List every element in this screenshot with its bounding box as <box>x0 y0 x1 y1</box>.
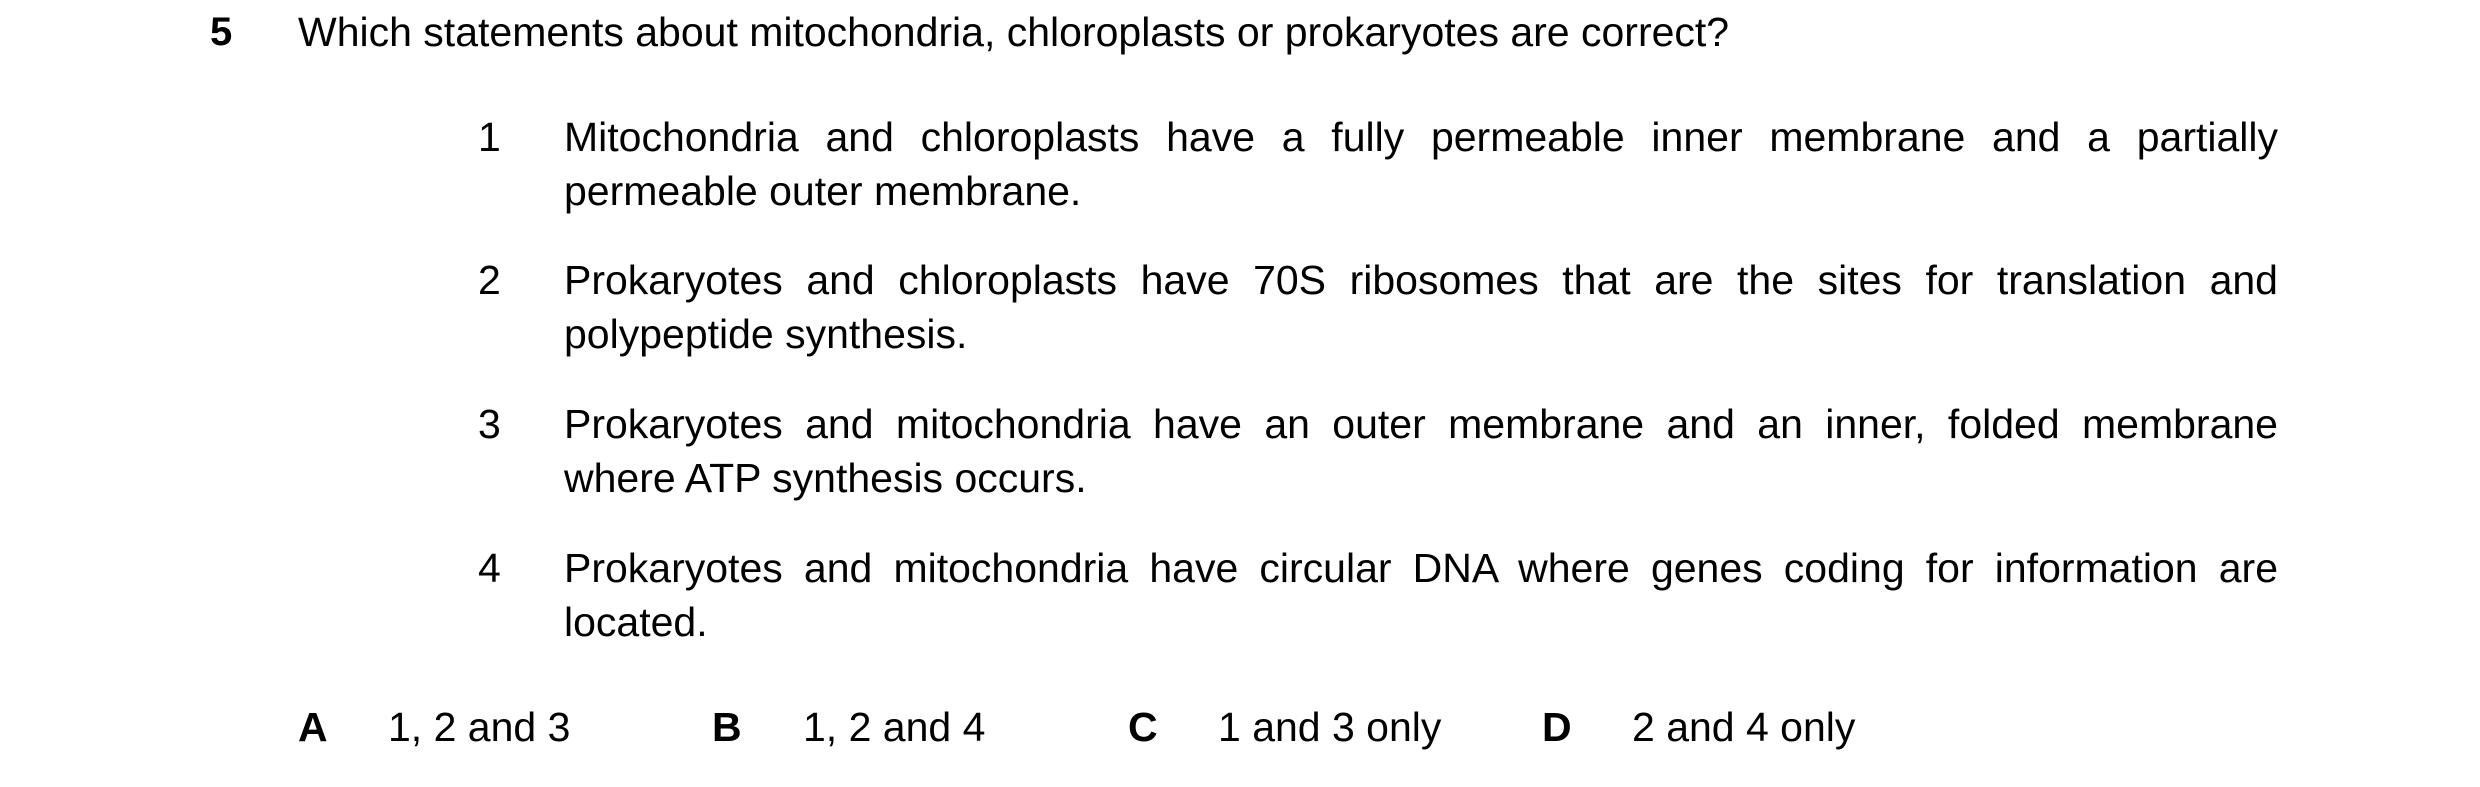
option-c-letter[interactable]: C <box>1128 704 1158 750</box>
option-a-letter[interactable]: A <box>298 704 328 750</box>
statement-number: 4 <box>478 545 501 591</box>
statement-text: Mitochondria and chloroplasts have a fully permeable inner membrane and a partially permeable outer membrane. <box>564 114 2278 214</box>
option-a-text[interactable]: 1, 2 and 3 <box>388 704 571 750</box>
option-d-text[interactable]: 2 and 4 only <box>1632 704 1856 750</box>
question-number: 5 <box>210 10 233 54</box>
statement-number: 3 <box>478 401 501 447</box>
statement-text: Prokaryotes and chloroplasts have 70S ribosomes that are the sites for translation and polypeptide synthesis. <box>564 257 2278 357</box>
statement-text: Prokaryotes and mitochondria have circular DNA where genes coding for information are located. <box>564 545 2278 645</box>
option-d-letter[interactable]: D <box>1542 704 1572 750</box>
option-b-letter[interactable]: B <box>712 704 742 750</box>
option-b-text[interactable]: 1, 2 and 4 <box>803 704 986 750</box>
option-c-text[interactable]: 1 and 3 only <box>1218 704 1442 750</box>
statement-number: 1 <box>478 114 501 160</box>
question-text: Which statements about mitochondria, chloroplasts or prokaryotes are correct? <box>298 9 1730 55</box>
statement-text: Prokaryotes and mitochondria have an outer membrane and an inner, folded membrane where ATP synthesis occurs. <box>564 401 2278 501</box>
statement-number: 2 <box>478 257 501 303</box>
